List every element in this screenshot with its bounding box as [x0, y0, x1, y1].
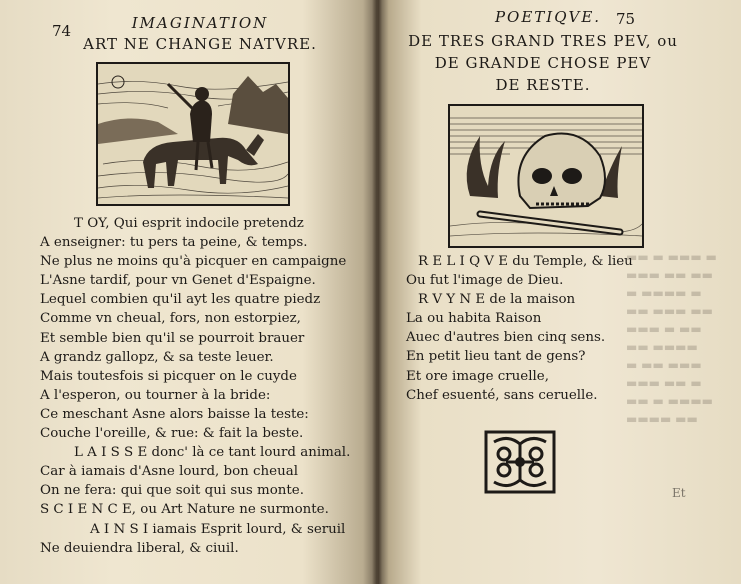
- verse-line: R E L I Q V E du Temple, & lieu: [418, 254, 633, 269]
- right-verse-block: [406, 252, 633, 405]
- skull-illustration: [450, 106, 642, 246]
- heading-line: DE GRANDE CHOSE PEV: [434, 54, 652, 72]
- woodcut-man-riding-donkey: [96, 62, 290, 206]
- verse-line: Ne deuiendra liberal, & ciuil.: [40, 540, 239, 556]
- heading-line: DE TRES GRAND TRES PEV, ou: [408, 32, 678, 50]
- verse-line: Et ore image cruelle,: [406, 368, 549, 384]
- verse-line: La ou habita Raison: [406, 311, 542, 327]
- right-running-head: POETIQVE.: [494, 8, 602, 26]
- fleuron-ornament: [484, 430, 556, 494]
- verse-line: En petit lieu tant de gens?: [406, 349, 586, 365]
- left-verse-block: [40, 214, 350, 558]
- right-page-number: 75: [616, 10, 636, 28]
- verse-line: Comme vn cheual, fors, non estorpiez,: [40, 311, 301, 327]
- verse-line: Auec d'autres bien cinq sens.: [406, 330, 606, 346]
- verse-line: A l'esperon, ou tourner à la bride:: [40, 387, 271, 403]
- right-heading: [398, 30, 688, 96]
- left-page-number: 74: [52, 22, 72, 40]
- verse-line: Ou fut l'image de Dieu.: [406, 273, 564, 289]
- woodcut-skull-and-bones: [448, 104, 644, 248]
- donkey-rider-illustration: [98, 64, 288, 204]
- fleuron-icon: [484, 430, 556, 494]
- right-page: [378, 0, 741, 584]
- verse-line: A enseigner: tu pers ta peine, & temps.: [40, 235, 308, 251]
- verse-line: Ne plus ne moins qu'à picquer en campaigne: [40, 254, 347, 270]
- verse-line: Car à iamais d'Asne lourd, bon cheual: [40, 464, 298, 480]
- verse-line: A I N S I iamais Esprit lourd, & seruil: [90, 521, 346, 537]
- verse-line: R V Y N E de la maison: [418, 292, 576, 308]
- bleed-through-text: ▬▬ ▬ ▬▬▬ ▬ ▬▬▬ ▬▬ ▬▬ ▬ ▬▬▬▬ ▬ ▬▬ ▬▬▬ ▬▬ ▬▬▬ ▬ ▬▬ ▬▬ ▬▬▬▬ ▬ ▬▬ ▬▬▬ ▬▬▬ ▬▬ ▬ ▬▬ ▬ ▬▬▬▬ ▬▬▬▬ ▬▬: [626, 250, 717, 426]
- verse-line: T OY, Qui esprit indocile pretendz: [74, 216, 304, 231]
- verse-line: Et semble bien qu'il se pourroit brauer: [40, 330, 305, 346]
- left-heading: ART NE CHANGE NATVRE.: [83, 35, 317, 53]
- verse-line: Ce meschant Asne alors baisse la teste:: [40, 406, 309, 422]
- verse-line: A grandz gallopz, & sa teste leuer.: [40, 349, 274, 365]
- verse-line: S C I E N C E, ou Art Nature ne surmonte.: [40, 502, 329, 518]
- book-gutter: [372, 0, 382, 584]
- verse-line: L'Asne tardif, pour vn Genet d'Espaigne.: [40, 273, 316, 289]
- verse-line: On ne fera: qui que soit qui sus monte.: [40, 483, 304, 499]
- verse-line: Chef esuenté, sans ceruelle.: [406, 387, 598, 403]
- verse-line: L A I S S E donc' là ce tant lourd animal.: [74, 445, 351, 461]
- verse-line: Couche l'oreille, & rue: & fait la beste.: [40, 426, 304, 442]
- heading-line: DE RESTE.: [495, 76, 591, 94]
- left-running-head: IMAGINATION: [131, 14, 269, 32]
- verse-line: Lequel combien qu'il ayt les quatre piedz: [40, 292, 321, 308]
- catchword: Et: [672, 486, 686, 500]
- verse-line: Mais toutesfois si picquer on le cuyde: [40, 368, 297, 384]
